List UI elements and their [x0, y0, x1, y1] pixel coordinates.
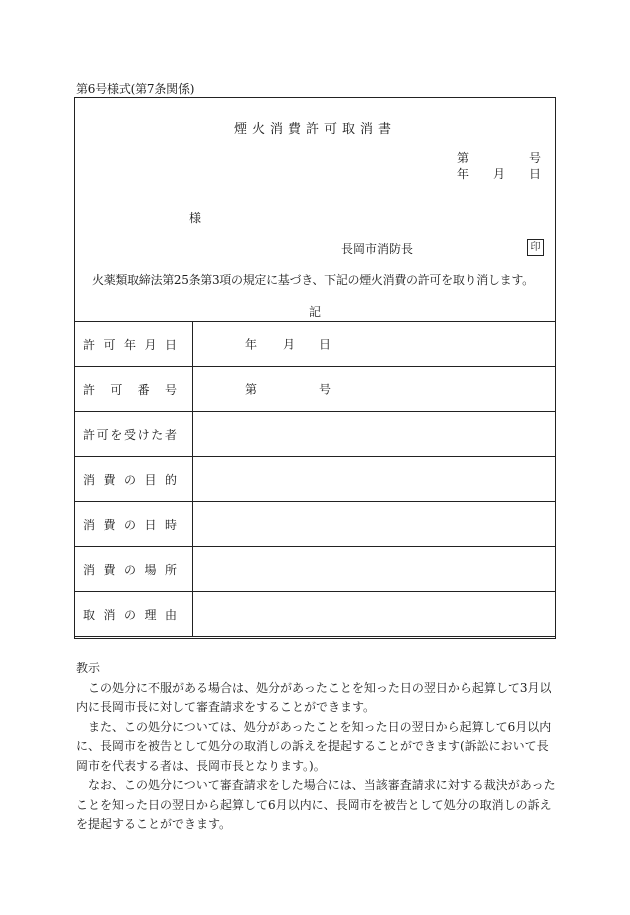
table-row: [75, 457, 556, 502]
label-char: 費: [103, 562, 116, 577]
label-char: の: [123, 517, 136, 532]
label-char: 由: [164, 607, 177, 622]
label-char: 時: [164, 517, 177, 532]
label-char: 番: [137, 382, 150, 397]
row-label: [75, 457, 193, 502]
row-label: [75, 592, 193, 637]
value-suffix: 号: [319, 382, 332, 397]
label-char: 号: [164, 382, 177, 397]
table-row: [75, 502, 556, 547]
value-month: 月: [283, 337, 296, 352]
row-label: [75, 412, 193, 457]
label-char: の: [123, 607, 136, 622]
row-label: [75, 322, 193, 367]
date-year: 年: [457, 167, 470, 181]
row-label-text: [83, 336, 177, 353]
row-label-text: [83, 606, 177, 623]
label-char: 消: [83, 472, 96, 487]
row-label-text: [83, 381, 177, 398]
notice-paragraph: また、この処分については、処分があったことを知った日の翌日から起算して6月以内に、長岡市を被告として処分の取消しの訴えを提起することができます(訴訟において長岡市を代表する者は、長岡市長となります。)。: [76, 719, 552, 773]
details-table: [74, 321, 556, 637]
label-char: 消: [103, 607, 116, 622]
row-value[interactable]: [193, 502, 556, 547]
table-row: [75, 547, 556, 592]
label-char: 場: [144, 562, 157, 577]
label-char: 的: [164, 472, 177, 487]
form-reference: 第6号様式(第7条関係): [76, 82, 195, 96]
row-label-text: [83, 426, 177, 443]
notice-section: [76, 659, 556, 835]
label-char: 可: [96, 427, 109, 442]
row-label: [75, 367, 193, 412]
label-char: の: [123, 562, 136, 577]
label-char: 取: [83, 607, 96, 622]
issuer-name: 長岡市消防長: [341, 242, 414, 256]
label-char: 者: [164, 427, 177, 442]
number-prefix: 第: [457, 151, 470, 165]
notice-heading: 教示: [76, 661, 101, 675]
document-title: 煙火消費許可取消書: [233, 122, 396, 137]
label-char: た: [151, 427, 164, 442]
label-char: を: [110, 427, 123, 442]
value-year: 年: [245, 337, 258, 352]
row-label: [75, 547, 193, 592]
table-row: [75, 412, 556, 457]
row-label-text: [83, 561, 177, 578]
label-char: け: [137, 427, 150, 442]
number-suffix: 号: [529, 151, 542, 165]
label-char: 許: [83, 382, 96, 397]
label-char: 月: [144, 337, 157, 352]
row-label-text: [83, 471, 177, 488]
notice-paragraph: なお、この処分について審査請求をした場合には、当該審査請求に対する裁決があったことを知った日の翌日から起算して6月以内に、長岡市を被告として処分の取消しの訴えを提起することができます。: [76, 778, 556, 831]
label-char: 理: [144, 607, 157, 622]
table-row: [75, 322, 556, 367]
ki-marker: 記: [308, 305, 321, 319]
label-char: の: [123, 472, 136, 487]
row-label-text: [83, 516, 177, 533]
label-char: 許: [83, 337, 96, 352]
date-month: 月: [493, 167, 506, 181]
row-value[interactable]: [193, 457, 556, 502]
label-char: 消: [83, 517, 96, 532]
label-char: 可: [103, 337, 116, 352]
value-prefix: 第: [245, 382, 258, 397]
label-char: 目: [144, 472, 157, 487]
value-day: 日: [319, 337, 332, 352]
notice-paragraph: この処分に不服がある場合は、処分があったことを知った日の翌日から起算して3月以内に長岡市長に対して審査請求をすることができます。: [76, 680, 552, 714]
label-char: 許: [83, 427, 96, 442]
label-char: 受: [123, 427, 136, 442]
label-char: 日: [164, 337, 177, 352]
label-char: 年: [123, 337, 136, 352]
label-char: 費: [103, 517, 116, 532]
addressee-suffix: 様: [189, 211, 202, 225]
row-label: [75, 502, 193, 547]
body-text: 火薬類取締法第25条第3項の規定に基づき、下記の煙火消費の許可を取り消します。: [92, 273, 534, 287]
label-char: 所: [164, 562, 177, 577]
date-day: 日: [529, 167, 542, 181]
label-char: 消: [83, 562, 96, 577]
form-frame: [74, 97, 556, 639]
seal-mark: 印: [527, 239, 544, 256]
label-char: 可: [110, 382, 123, 397]
table-row: [75, 592, 556, 637]
row-value[interactable]: [193, 592, 556, 637]
row-value[interactable]: [193, 367, 556, 412]
label-char: 日: [144, 517, 157, 532]
table-row: [75, 367, 556, 412]
row-value[interactable]: [193, 322, 556, 367]
label-char: 費: [103, 472, 116, 487]
row-value[interactable]: [193, 547, 556, 592]
row-value[interactable]: [193, 412, 556, 457]
